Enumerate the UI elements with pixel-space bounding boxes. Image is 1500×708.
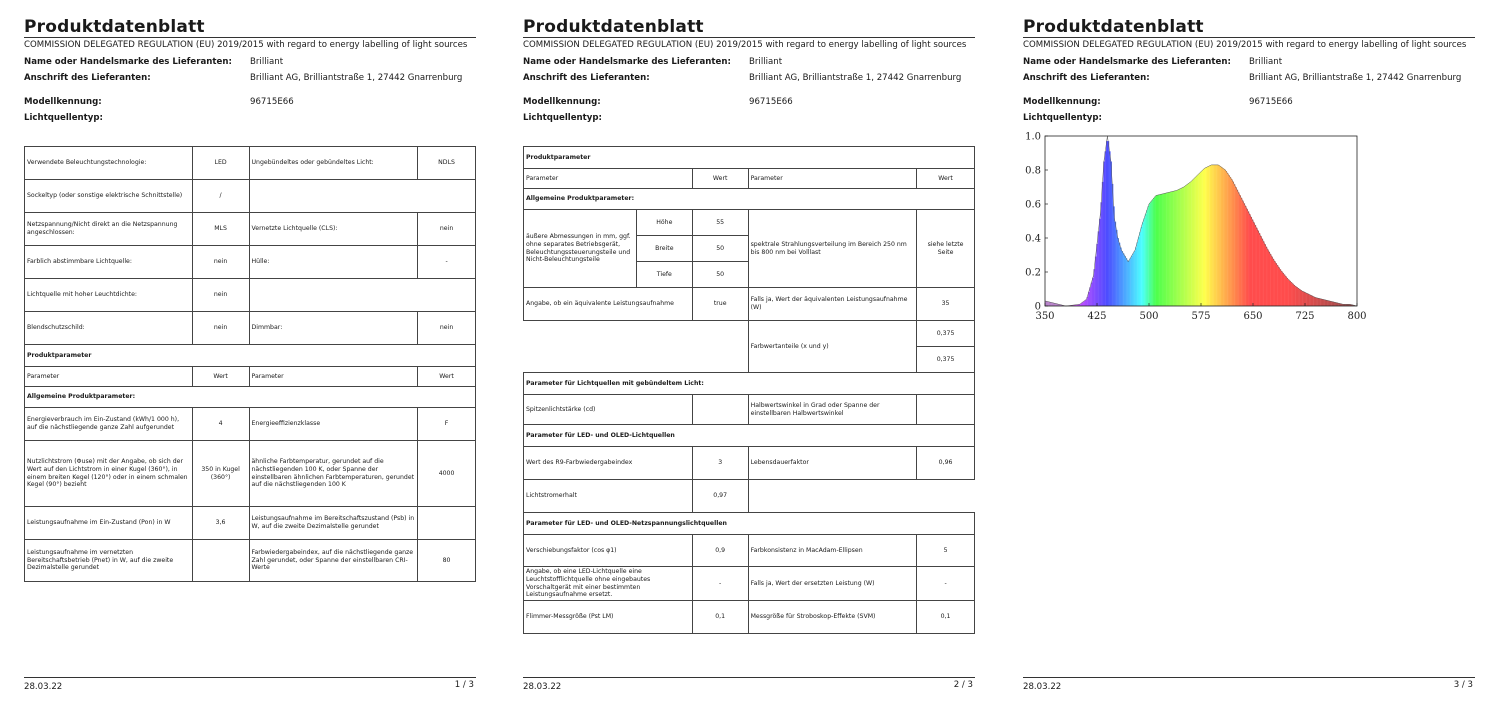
column-header: Parameter: [25, 367, 193, 387]
address-label: Anschrift des Lieferanten:: [523, 73, 650, 83]
section-heading: Allgemeine Produktparameter:: [524, 189, 975, 210]
footer-rule: [523, 677, 975, 678]
supplier-value: Brilliant: [749, 57, 783, 67]
table-cell: Wert des R9-Farbwiedergabeindex: [524, 447, 693, 480]
table-cell: [524, 321, 749, 373]
x-tick-label: 575: [1191, 311, 1211, 322]
table-cell: Farbwiedergabeindex, auf die nächstliegende ganze Zahl gerundet, oder Spanne der einstellbaren CRI-Werte: [249, 540, 418, 582]
model-label: Modellkennung:: [24, 97, 102, 107]
address-value: Brilliant AG, Brilliantstraße 1, 27442 Gnarrenburg: [749, 73, 962, 83]
header-row: [524, 169, 975, 189]
table-cell: nein: [192, 246, 249, 279]
table-cell: 350 in Kugel (360°): [192, 441, 249, 507]
title-rule: [523, 37, 975, 38]
address-label: Anschrift des Lieferanten:: [24, 73, 151, 83]
table-cell: 0,9: [692, 535, 748, 567]
table-cell: Spitzenlichtstärke (cd): [524, 395, 693, 425]
supplier-value: Brilliant: [1249, 57, 1283, 67]
table-cell: Angabe, ob eine LED-Lichtquelle eine Leuchtstofflichtquelle ohne eingebautes Vorschaltgerät mit einer bestimmten Leistungsaufnahme ersetzt.: [524, 567, 693, 601]
spectral-label: spektrale Strahlungsverteilung im Bereich 250 nm bis 800 nm bei Volllast: [748, 210, 917, 288]
regulation-text: COMMISSION DELEGATED REGULATION (EU) 2019/2015 with regard to energy labelling of light sources: [24, 40, 468, 50]
table-cell: Messgröße für Stroboskop-Effekte (SVM): [748, 601, 917, 634]
section-heading: Allgemeine Produktparameter:: [25, 387, 476, 408]
table-row: [25, 540, 476, 582]
table-cell: -: [418, 246, 476, 279]
dimension-value: 50: [692, 262, 748, 288]
table-row: [25, 441, 476, 507]
table-cell: Lebensdauerfaktor: [748, 447, 917, 480]
table-cell: Sockeltyp (oder sonstige elektrische Schnittstelle): [25, 180, 193, 213]
section-row: [25, 345, 476, 367]
footer-date: 28.03.22: [523, 682, 562, 692]
section-row: [524, 373, 975, 395]
light-source-type-label: Lichtquellentyp:: [523, 113, 602, 123]
section-heading: Parameter für Lichtquellen mit gebündeltem Licht:: [524, 373, 975, 395]
x-tick-label: 800: [1347, 311, 1367, 322]
y-tick-label: 0.4: [1025, 233, 1041, 245]
address-value: Brilliant AG, Brilliantstraße 1, 27442 Gnarrenburg: [1249, 73, 1462, 83]
table-row: [524, 321, 975, 347]
title-rule: [24, 37, 476, 38]
table-cell: Lichtquelle mit hoher Leuchtdichte:: [25, 279, 193, 312]
datasheet-page-2: [523, 0, 975, 708]
table-cell: [748, 480, 974, 513]
table-cell: nein: [418, 312, 476, 345]
table-cell: Angabe, ob ein äquivalente Leistungsaufnahme: [524, 288, 693, 321]
dimension-name: Tiefe: [636, 262, 692, 288]
section-row: [524, 425, 975, 447]
table-row: [524, 535, 975, 567]
table-cell: 4000: [418, 441, 476, 507]
table-cell: Farblich abstimmbare Lichtquelle:: [25, 246, 193, 279]
table-cell: Verwendete Beleuchtungstechnologie:: [25, 147, 193, 180]
page-number: 2 / 3: [953, 680, 973, 690]
table-cell: true: [692, 288, 748, 321]
table-cell: 0,1: [917, 601, 975, 634]
table-cell: Farbkonsistenz in MacAdam-Ellipsen: [748, 535, 917, 567]
model-value: 96715E66: [1249, 97, 1293, 107]
x-tick-label: 725: [1295, 311, 1315, 322]
table-cell: Falls ja, Wert der ersetzten Leistung (W): [748, 567, 917, 601]
chromaticity-x: 0,375: [917, 321, 975, 347]
spectral-value: siehe letzte Seite: [917, 210, 975, 288]
table-cell: LED: [192, 147, 249, 180]
supplier-label: Name oder Handelsmarke des Lieferanten:: [1023, 57, 1231, 67]
table-cell: NDLS: [418, 147, 476, 180]
spectral-distribution-chart: [1023, 128, 1373, 328]
table-cell: Leistungsaufnahme im Ein-Zustand (Pon) in W: [25, 507, 193, 540]
column-header: Parameter: [524, 169, 693, 189]
model-label: Modellkennung:: [1023, 97, 1101, 107]
table-cell: Ungebündeltes oder gebündeltes Licht:: [249, 147, 418, 180]
table-cell: -: [692, 567, 748, 601]
y-tick-label: 0: [1034, 301, 1041, 313]
table-row: [25, 246, 476, 279]
table-cell: 3: [692, 447, 748, 480]
table-row: [25, 507, 476, 540]
header-row: [25, 367, 476, 387]
table-row: [524, 480, 975, 513]
dimension-value: 55: [692, 210, 748, 236]
section-row: [524, 513, 975, 535]
table-cell: Nutzlichtstrom (Φuse) mit der Angabe, ob sich der Wert auf den Lichtstrom in einer Kugel (360°), in einem breiten Kegel (120°) oder in einem schmalen Kegel (90°) bezieht: [25, 441, 193, 507]
table-cell: Lichtstromerhalt: [524, 480, 693, 513]
table-row: [524, 395, 975, 425]
table-row: [25, 408, 476, 441]
table-cell: Netzspannung/Nicht direkt an die Netzspannung angeschlossen:: [25, 213, 193, 246]
column-header: Wert: [192, 367, 249, 387]
address-value: Brilliant AG, Brilliantstraße 1, 27442 Gnarrenburg: [250, 73, 463, 83]
section-heading: Parameter für LED- und OLED-Lichtquellen: [524, 425, 975, 447]
column-header: Parameter: [748, 169, 917, 189]
table-cell: [249, 180, 475, 213]
regulation-text: COMMISSION DELEGATED REGULATION (EU) 2019/2015 with regard to energy labelling of light sources: [523, 40, 967, 50]
table-cell: Blendschutzschild:: [25, 312, 193, 345]
column-header: Wert: [418, 367, 476, 387]
table-cell: Hülle:: [249, 246, 418, 279]
section-heading: Produktparameter: [524, 147, 975, 169]
section-heading: Produktparameter: [25, 345, 476, 367]
footer-rule: [24, 677, 476, 678]
table-row: [524, 567, 975, 601]
table-cell: Energieverbrauch im Ein-Zustand (kWh/1 000 h), auf die nächstliegende ganze Zahl aufgerundet: [25, 408, 193, 441]
table-cell: MLS: [192, 213, 249, 246]
table-cell: 5: [917, 535, 975, 567]
y-tick-label: 1.0: [1025, 131, 1041, 143]
page-title: Produktdatenblatt: [523, 17, 704, 37]
table-cell: Verschiebungsfaktor (cos φ1): [524, 535, 693, 567]
x-tick-label: 425: [1087, 311, 1107, 322]
section-row: [25, 387, 476, 408]
product-table-1: [24, 146, 476, 582]
page-number: 1 / 3: [454, 680, 474, 690]
table-cell: nein: [192, 279, 249, 312]
table-cell: 80: [418, 540, 476, 582]
y-tick-label: 0.8: [1025, 165, 1041, 177]
table-cell: [192, 540, 249, 582]
address-label: Anschrift des Lieferanten:: [1023, 73, 1150, 83]
table-cell: 4: [192, 408, 249, 441]
light-source-type-label: Lichtquellentyp:: [1023, 113, 1102, 123]
table-row: [524, 601, 975, 634]
dimension-value: 50: [692, 236, 748, 262]
table-cell: [692, 395, 748, 425]
y-tick-label: 0.2: [1025, 267, 1041, 279]
table-cell: [418, 507, 476, 540]
table-cell: F: [418, 408, 476, 441]
datasheet-page-1: [24, 0, 476, 708]
table-cell: 35: [917, 288, 975, 321]
table-cell: 3,6: [192, 507, 249, 540]
supplier-value: Brilliant: [250, 57, 284, 67]
column-header: Parameter: [249, 367, 418, 387]
table-cell: Vernetzte Lichtquelle (CLS):: [249, 213, 418, 246]
table-row: [25, 279, 476, 312]
table-row: [524, 288, 975, 321]
column-header: Wert: [692, 169, 748, 189]
product-table-2: [523, 146, 975, 634]
column-header: Wert: [917, 169, 975, 189]
table-cell: nein: [192, 312, 249, 345]
table-row: [25, 147, 476, 180]
y-tick-label: 0.6: [1025, 199, 1041, 211]
table-row: [25, 180, 476, 213]
x-tick-label: 500: [1139, 311, 1159, 322]
model-value: 96715E66: [250, 97, 294, 107]
dimension-name: Breite: [636, 236, 692, 262]
section-heading: Parameter für LED- und OLED-Netzspannungslichtquellen: [524, 513, 975, 535]
table-cell: 0,1: [692, 601, 748, 634]
x-tick-label: 650: [1243, 311, 1263, 322]
model-label: Modellkennung:: [523, 97, 601, 107]
supplier-label: Name oder Handelsmarke des Lieferanten:: [24, 57, 232, 67]
supplier-label: Name oder Handelsmarke des Lieferanten:: [523, 57, 731, 67]
page-title: Produktdatenblatt: [1023, 17, 1204, 37]
table-cell: Halbwertswinkel in Grad oder Spanne der einstellbaren Halbwertswinkel: [748, 395, 917, 425]
dimension-name: Höhe: [636, 210, 692, 236]
table-cell: Dimmbar:: [249, 312, 418, 345]
footer-date: 28.03.22: [1023, 682, 1062, 692]
table-cell: ähnliche Farbtemperatur, gerundet auf die nächstliegenden 100 K, oder Spanne der einstellbaren ähnlichen Farbtemperaturen, gerundet auf die nächstliegenden 100 K: [249, 441, 418, 507]
table-cell: -: [917, 567, 975, 601]
table-cell: Flimmer-Messgröße (Pst LM): [524, 601, 693, 634]
chromaticity-y: 0,375: [917, 347, 975, 373]
section-row: [524, 189, 975, 210]
table-cell: 0,96: [917, 447, 975, 480]
chromaticity-label: Farbwertanteile (x und y): [748, 321, 917, 373]
regulation-text: COMMISSION DELEGATED REGULATION (EU) 2019/2015 with regard to energy labelling of light sources: [1023, 40, 1467, 50]
datasheet-page-3: [1023, 0, 1475, 708]
dimensions-label: äußere Abmessungen in mm, ggf. ohne separates Betriebsgerät, Beleuchtungssteuerungsteile und Nicht-Beleuchtungsteile: [524, 210, 637, 288]
model-value: 96715E66: [749, 97, 793, 107]
title-rule: [1023, 37, 1475, 38]
footer-rule: [1023, 677, 1475, 678]
table-cell: nein: [418, 213, 476, 246]
table-row: [25, 312, 476, 345]
table-cell: Leistungsaufnahme im vernetzten Bereitschaftsbetrieb (Pnet) in W, auf die zweite Dezimalstelle gerundet: [25, 540, 193, 582]
table-row: [524, 447, 975, 480]
table-row: [524, 210, 975, 236]
table-cell: [249, 279, 475, 312]
light-source-type-label: Lichtquellentyp:: [24, 113, 103, 123]
x-tick-label: 350: [1035, 311, 1055, 322]
footer-date: 28.03.22: [24, 682, 63, 692]
table-cell: Leistungsaufnahme im Bereitschaftszustand (Psb) in W, auf die zweite Dezimalstelle gerundet: [249, 507, 418, 540]
page-number: 3 / 3: [1453, 680, 1473, 690]
section-row: [524, 147, 975, 169]
table-cell: Energieeffizienzklasse: [249, 408, 418, 441]
table-cell: /: [192, 180, 249, 213]
table-cell: Falls ja, Wert der äquivalenten Leistungsaufnahme (W): [748, 288, 917, 321]
page-title: Produktdatenblatt: [24, 17, 205, 37]
table-cell: [917, 395, 975, 425]
table-cell: 0,97: [692, 480, 748, 513]
table-row: [25, 213, 476, 246]
